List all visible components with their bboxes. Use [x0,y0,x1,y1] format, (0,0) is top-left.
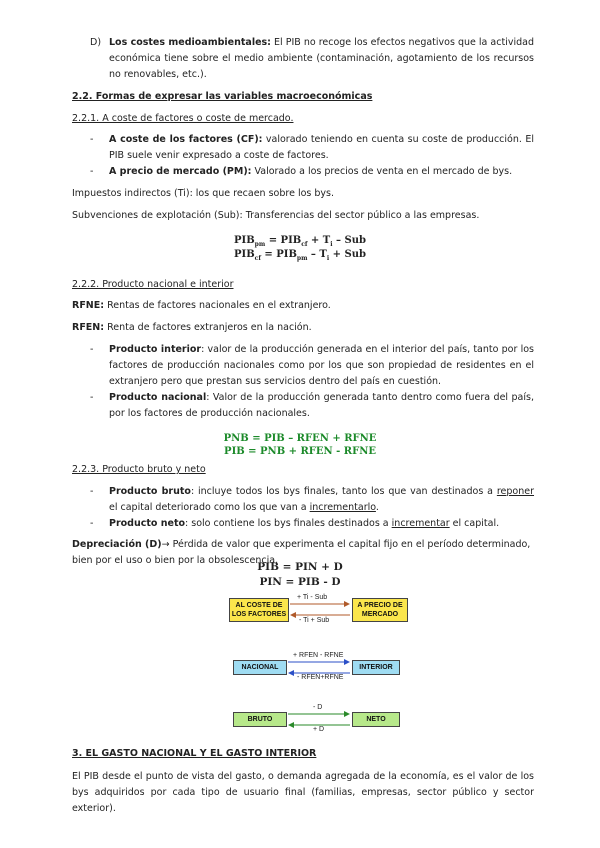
box-nacional: NACIONAL [233,660,287,675]
term-title: Producto nacional [109,392,207,403]
box-bruto: BRUTO [233,712,287,727]
bullet-dash: - [90,166,94,177]
list-item-producto-nacional [109,390,534,422]
label-plus-rfen-minus-rfne: + RFEN - RFNE [293,652,344,659]
box-interior: INTERIOR [352,660,400,675]
definition-text: Rentas de factores nacionales en el extranjero. [104,300,331,311]
underlined-word: incrementar [391,518,450,529]
formula-pib-cf: $PIB_{cf} = PIB_{pm} - T_i$ + Sub [234,249,366,262]
list-item-coste-factores [109,132,534,164]
item-text: : valor de la producción generada en el interior del país, tanto por los factores de producción nacionales como por los que son propiedad de residentes en el extranjero pero que prestan sus servicios dentro del país en cuestión. [109,344,534,387]
underlined-word: incrementarlo [309,502,376,513]
term-title: Producto neto [109,518,186,529]
formula-pnb: PNB = PIB – RFEN + RFNE [223,433,377,444]
item-text: Valorado a los precios de venta en el mercado de bys. [251,166,513,177]
impuestos-indirectos-line: Impuestos indirectos (Ti): los que recaen sobre los bys. [72,188,334,199]
box-precio-mercado: A PRECIO DE MERCADO [352,598,408,622]
formula-pin-pib: PIN = PIB - D [259,576,341,588]
paragraph-costes-medioambientales [109,35,534,83]
bullet-dash: - [90,134,94,145]
formula-pib-pm: $PIB_{pm} = PIB_{cf} + T_i$ – Sub [234,235,366,248]
rfen-definition [72,320,312,336]
label-plus-ti-minus-sub: + Ti - Sub [297,594,328,601]
section-heading-3: 3. EL GASTO NACIONAL Y EL GASTO INTERIOR [72,748,317,759]
term-title: A precio de mercado (PM): [109,166,252,177]
item-text: : Valor de la producción generada tanto dentro como fuera del país, por los factores de producción nacionales. [109,392,534,419]
bullet-dash: - [90,344,94,355]
section-heading-2-2: 2.2. Formas de expresar las variables macroeconómicas [72,91,373,102]
subvenciones-line: Subvenciones de explotación (Sub): Transferencias del sector público a las empresas. [72,210,480,221]
rfne-definition [72,298,331,314]
list-item-producto-bruto: Producto bruto: incluye todos los bys finales, tanto los que van destinados a reponer el capital deteriorado como los que van a incrementarlo. [109,486,535,513]
term-title: A coste de los factores (CF): [109,134,263,145]
list-item-precio-mercado [109,164,539,180]
bullet-dash: - [90,486,94,497]
bullet-dash: - [90,392,94,403]
list-item-producto-neto: Producto neto: solo contiene los bys finales destinados a incrementar el capital. [109,518,500,529]
list-marker: D) [90,37,102,48]
box-neto: NETO [352,712,400,727]
box-coste-factores: AL COSTE DE LOS FACTORES [229,598,289,622]
subsection-heading-2-2-1: 2.2.1. A coste de factores o coste de mercado. [72,113,294,124]
formula-pib-pin: PIB = PIN + D [257,561,343,573]
subsection-heading-2-2-2: 2.2.2. Producto nacional e interior [72,279,234,290]
label-plus-d: + D [313,726,325,733]
term-title: Depreciación (D) [72,539,162,550]
paragraph-text: Pérdida de valor que experimenta el capital fijo en el período determinado, bien por el uso o bien por la obsolescencia. [72,539,531,566]
right-arrow-icon: → [161,539,170,550]
term-title: Producto bruto [109,486,191,497]
bullet-dash: - [90,518,94,529]
definition-text: Renta de factores extranjeros en la nación. [104,322,312,333]
term-title: RFNE: [72,300,105,311]
gasto-paragraph: El PIB desde el punto de vista del gasto, o demanda agregada de la economía, es el valor de los bys adquiridos por cada tipo de usuario final (familias, empresas, sector público y sector exterior). [72,771,534,814]
term-title: Los costes medioambientales: [109,37,271,48]
term-title: Producto interior [109,344,202,355]
underlined-word: reponer [496,486,535,497]
list-item-producto-interior [109,342,534,390]
item-text: valorado teniendo en cuenta su coste de producción. El PIB suele venir expresado a coste de factores. [109,134,534,161]
term-title: RFEN: [72,322,105,333]
paragraph-text: El PIB no recoge los efectos negativos que la actividad económica tiene sobre el medio ambiente (contaminación, agotamiento de los recursos no renovables, etc.). [109,37,534,80]
label-minus-ti-plus-sub: - Ti + Sub [299,617,330,624]
label-minus-d: - D [313,704,323,711]
subsection-heading-2-2-3: 2.2.3. Producto bruto y neto [72,464,206,475]
formula-pib-from-pnb: PIB = PNB + RFEN - RFNE [224,446,376,457]
label-minus-rfen-plus-rfne: - RFEN+RFNE [297,674,344,681]
